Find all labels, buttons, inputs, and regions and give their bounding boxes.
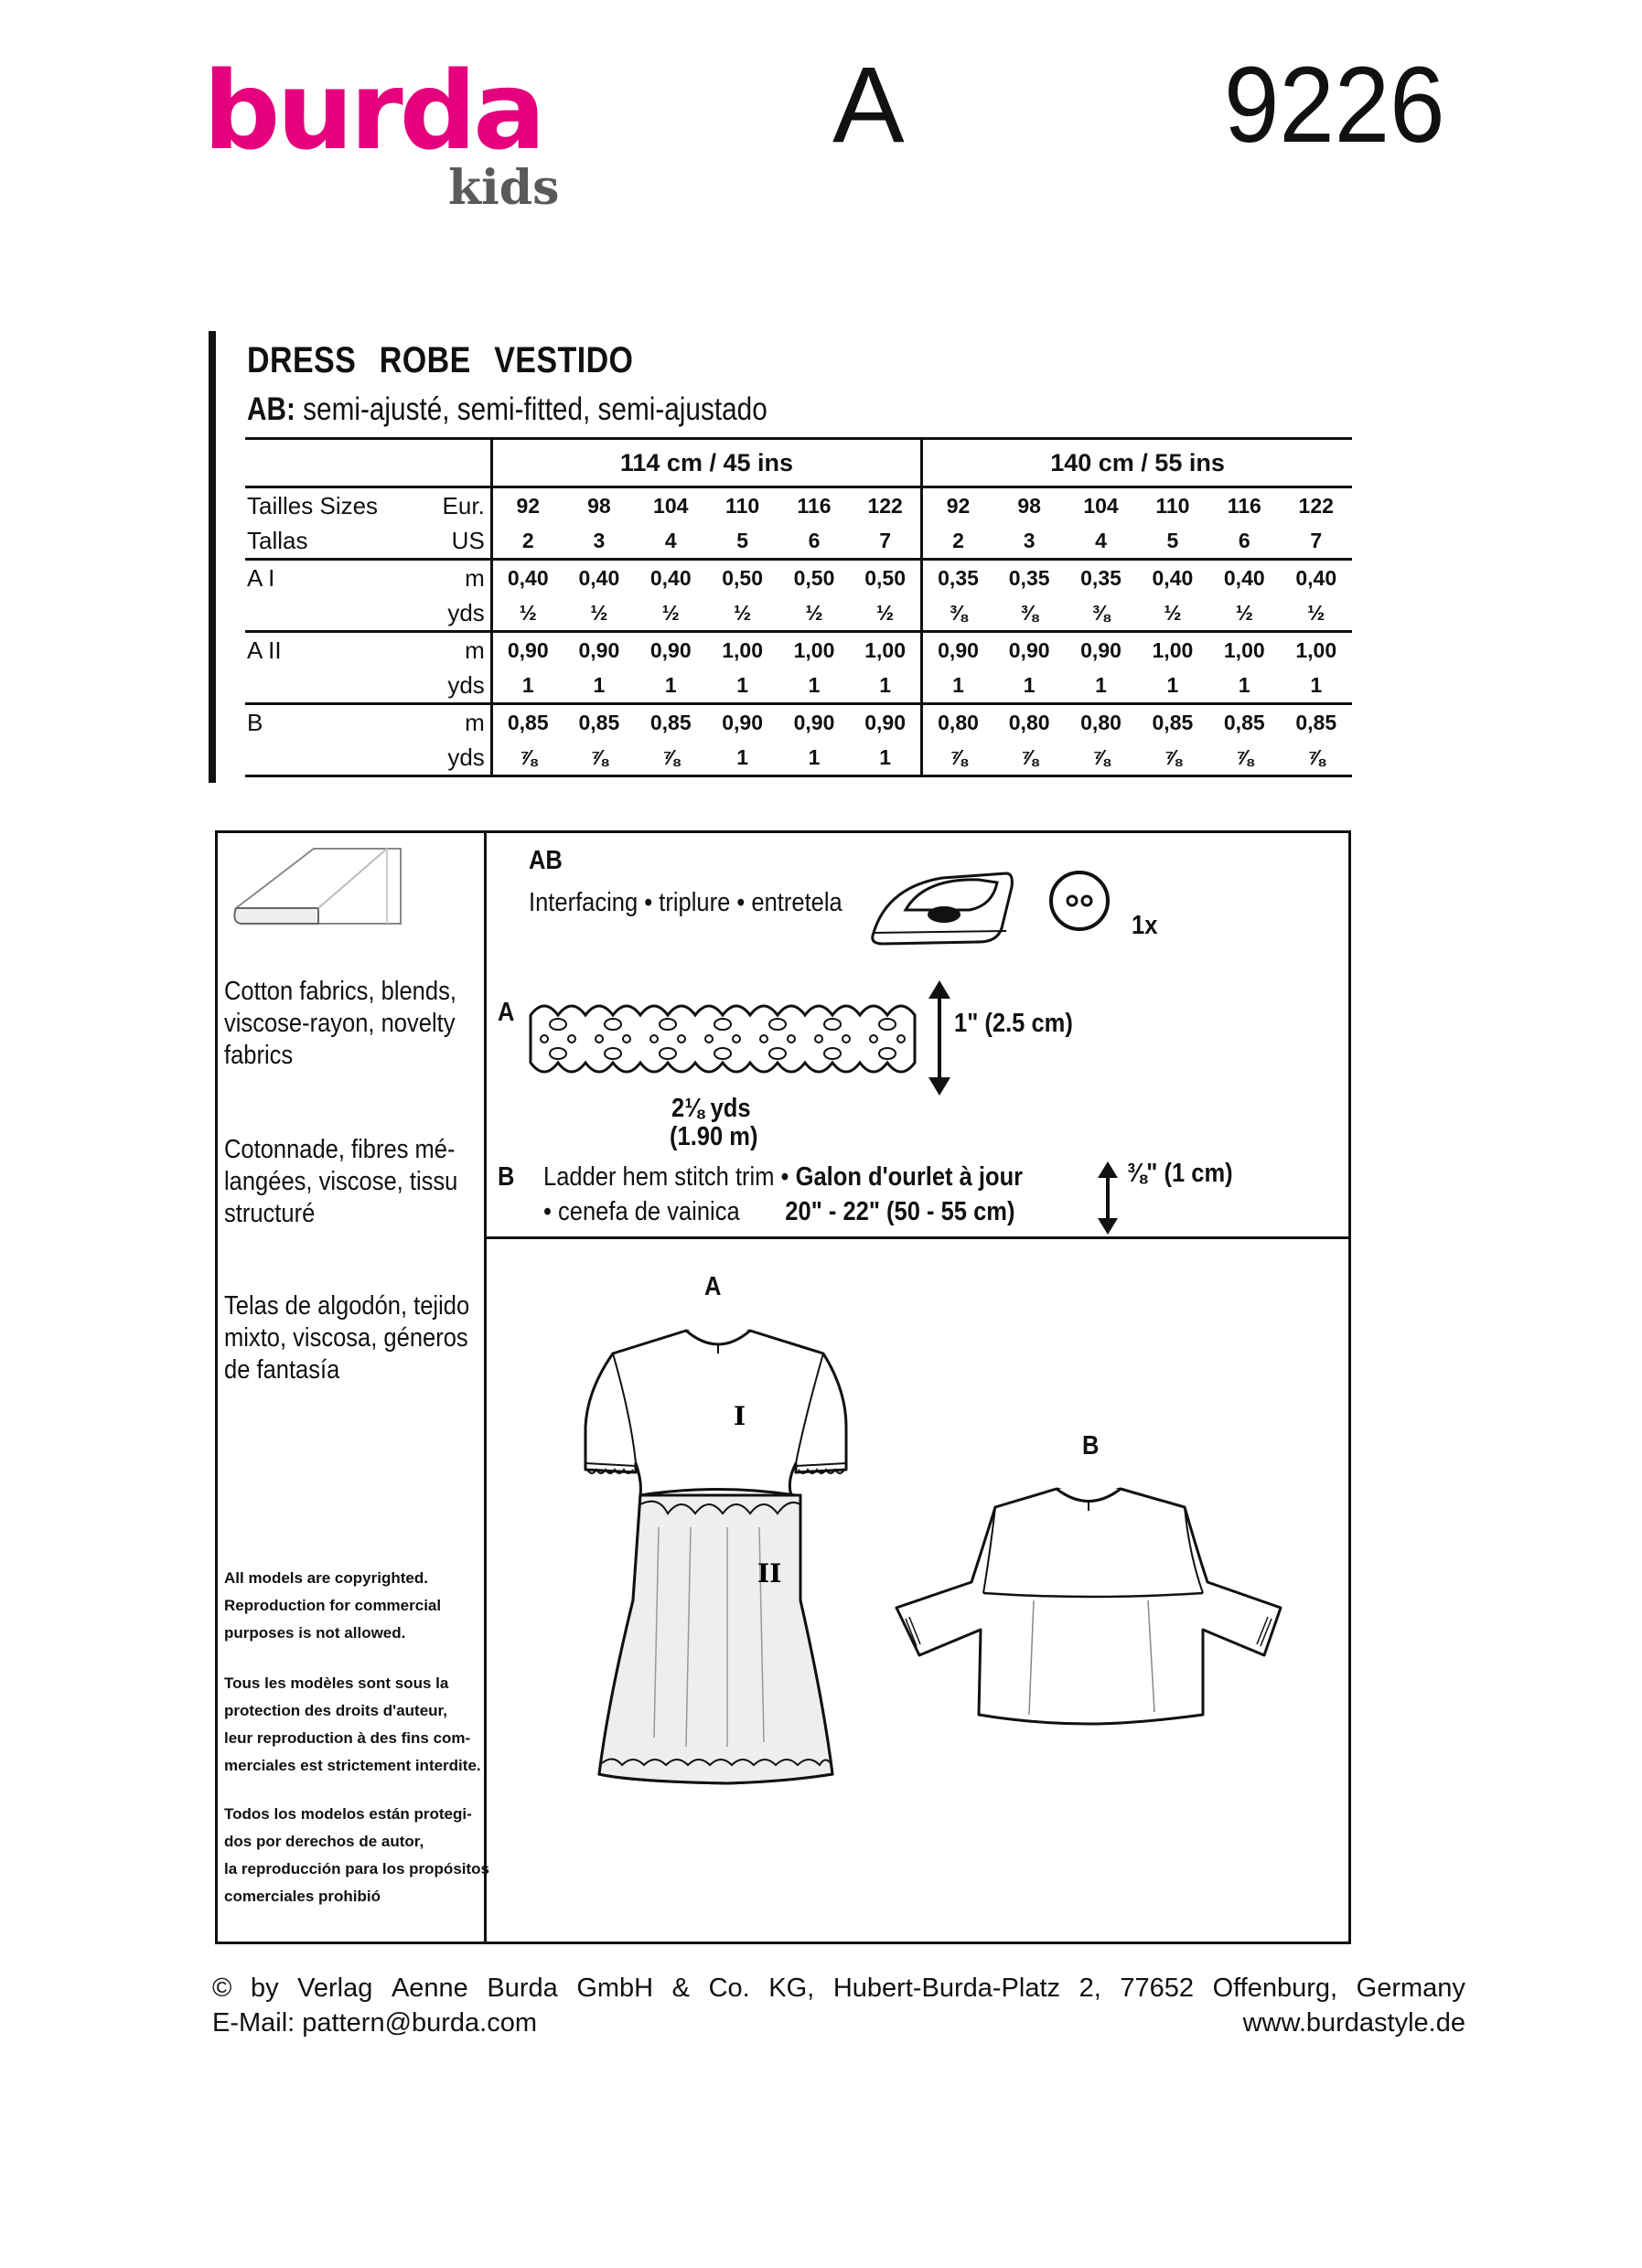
yardage-yds: 1 [778,740,850,776]
dress-a-drawing [531,1317,924,1792]
yardage-m: 0,85 [563,704,635,741]
yardage-yds: ⅞ [563,740,635,776]
footer-email: E-Mail: pattern@burda.com [212,2008,538,2038]
footer-word: Co. [708,1974,750,2003]
yardage-yds: ⅜ [1091,600,1111,625]
size-value: 110 [706,487,778,524]
yardage-yds: ½ [590,600,608,625]
yardage-yds: 1 [736,672,748,697]
yardage-m: 0,80 [1065,704,1136,741]
footer-publisher [212,1974,1465,2004]
view-a-part-1: I [734,1401,746,1431]
footer-word: Aenne [391,1974,468,2003]
yardage-m: 0,40 [1137,560,1208,596]
size-value: 92 [491,487,563,524]
fabric-piece-label [245,595,416,632]
info-box-divider-v [484,830,487,1944]
size-value: 122 [850,487,921,524]
yardage-yds: ½ [805,600,823,625]
notions-b-label: B [498,1162,515,1192]
size-value: 98 [993,487,1065,524]
yardage-m: 1,00 [706,632,778,669]
size-value: 104 [1065,487,1136,524]
corner-cell [245,439,416,487]
yardage-yds: ⅞ [922,740,993,776]
yardage-yds: ⅞ [1280,740,1352,776]
trim-line1: Ladder hem stitch trim • Galon d'ourlet à jour [543,1162,1024,1192]
view-b-label: B [1082,1431,1100,1460]
copyright-fr: Tous les modèles sont sous la protection des droits d'auteur, leur reproduction à des fins com- merciales est strictement interdite. [224,1674,481,1774]
lace-length-m: (1.90 m) [670,1122,758,1151]
size-value: 98 [563,487,635,524]
fit-description: AB: semi-ajusté, semi-fitted, semi-ajustado [247,391,767,427]
yardage-m: 1,00 [1280,632,1352,669]
yardage-yds: ⅞ [1137,740,1208,776]
burda-logo: burda [203,48,542,174]
size-value: 104 [635,487,706,524]
footer-word: © [212,1974,232,2003]
yardage-yds: 1 [850,668,921,704]
yardage-m: 0,85 [1137,704,1208,741]
unit-label: yds [416,740,491,776]
yardage-m: 0,35 [993,560,1065,596]
lace-width: 1" (2.5 cm) [954,1009,1073,1038]
dress-b-drawing [887,1472,1299,1747]
yardage-m: 0,80 [993,704,1065,741]
yardage-yds: ½ [850,595,921,632]
fabric-piece-label [245,740,416,776]
yardage-m: 0,85 [1208,704,1280,741]
width-header: 140 cm / 55 ins [922,439,1352,487]
yardage-m: 0,40 [491,560,563,596]
yardage-m: 1,00 [850,632,921,669]
corner-cell [416,439,491,487]
fabric-piece-label: A I [245,560,416,596]
size-value: 3 [593,528,606,552]
yardage-yds: ½ [734,600,752,625]
yardage-yds: 1 [706,740,778,776]
copyright-en: All models are copyrighted. Reproduction for commercial purposes is not allowed. [224,1569,442,1642]
footer-word: & [671,1974,691,2003]
yardage-m: 0,85 [491,704,563,741]
size-value: 122 [1280,487,1352,524]
kids-logo: kids [448,160,560,216]
yardage-m: 0,35 [922,560,993,596]
yardage-m: 0,90 [563,632,635,669]
footer-word: KG, [768,1974,815,2003]
yardage-m: 0,90 [850,704,921,741]
footer-word: GmbH [576,1974,654,2003]
footer-word: Verlag [297,1974,373,2003]
yardage-yds: ⅞ [635,740,706,776]
footer-word: Offenburg, [1212,1974,1338,2003]
fabric-roll-icon [227,840,410,931]
notions-a-label: A [498,998,515,1027]
yardage-m: 0,90 [635,632,706,669]
button-icon [1047,869,1111,933]
yardage-yds: ⅞ [1065,740,1136,776]
yardage-m: 0,40 [635,560,706,596]
interfacing-text: Interfacing • triplure • entretela [529,888,842,917]
yardage-m: 0,90 [922,632,993,669]
yardage-yds: ⅜ [1020,600,1038,625]
yardage-yds: 1 [1310,672,1323,697]
yardage-yds: 1 [1238,672,1250,697]
unit-label: yds [416,668,491,704]
title-bar [209,331,216,783]
trim-width: ⅜" (1 cm) [1127,1159,1233,1188]
fabric-text-en: Cotton fabrics, blends, viscose-rayon, novelty fabrics [224,977,456,1070]
size-value: 92 [922,487,993,524]
size-value: 4 [1095,528,1107,552]
yardage-m: 0,90 [1065,632,1136,669]
yardage-m: 0,85 [1280,704,1352,741]
size-value: 5 [1166,528,1179,552]
footer-word: by [250,1974,279,2003]
yardage-yds: 1 [1023,672,1036,697]
yardage-yds: 1 [593,672,606,697]
iron-icon [869,860,1015,951]
size-value: 110 [1137,487,1208,524]
yardage-m: 0,90 [706,704,778,741]
fabric-piece-label: B [245,704,416,741]
yardage-m: 1,00 [1208,632,1280,669]
yardage-m: 0,40 [1280,560,1352,596]
yardage-m: 1,00 [1137,632,1208,669]
lace-length-yds: 2⅛ yds [671,1094,751,1123]
size-value: 6 [808,528,821,552]
unit-label: m [416,632,491,669]
page-title: DRESS ROBE VESTIDO [247,340,634,380]
fabric-piece-label [245,668,416,704]
yardage-yds: 1 [1095,672,1107,697]
yardage-m: 0,90 [993,632,1065,669]
footer-website[interactable]: www.burdastyle.de [1242,2008,1465,2038]
yardage-m: 0,50 [706,560,778,596]
yardage-table [245,437,1352,777]
view-a-label: A [704,1272,722,1301]
size-value: 116 [778,487,850,524]
yardage-yds: 1 [808,672,821,697]
yardage-m: 0,80 [922,704,993,741]
yardage-m: 0,40 [1208,560,1280,596]
copyright-es: Todos los modelos están protegi- dos por derechos de autor, la reproducción para los propósitos comerciales prohibió [224,1805,489,1905]
yardage-m: 0,50 [850,560,921,596]
yardage-m: 0,50 [778,560,850,596]
footer-word: Hubert-Burda-Platz [832,1974,1061,2003]
fabric-text-es: Telas de algodón, tejido mixto, viscosa, géneros de fantasía [224,1291,470,1385]
view-a-part-2: II [757,1558,782,1589]
footer-word: Germany [1356,1974,1465,2003]
size-value: 3 [1023,528,1036,552]
yardage-yds: 1 [952,672,964,697]
yardage-m: 0,90 [491,632,563,669]
info-box-divider-h [484,1236,1351,1239]
footer-word: Burda [487,1974,558,2003]
yardage-m: 1,00 [778,632,850,669]
unit-label: yds [416,595,491,632]
unit-label: m [416,704,491,741]
yardage-yds: 1 [850,740,921,776]
size-value: 7 [1310,528,1323,552]
footer-contact [212,2008,1465,2038]
yardage-yds: 1 [1166,672,1179,697]
yardage-yds: ½ [1235,600,1253,625]
yardage-m: 0,35 [1065,560,1136,596]
yardage-m: 0,85 [635,704,706,741]
trim-width-arrow [1094,1160,1121,1236]
unit-label: Eur. [416,487,491,524]
footer-word: 2, [1079,1974,1101,2003]
footer-word: 77652 [1120,1974,1194,2003]
size-value: 116 [1208,487,1280,524]
size-value: 2 [952,528,964,552]
yardage-yds: ½ [519,600,537,625]
yardage-yds: ½ [1164,600,1182,625]
fabric-text-fr: Cotonnade, fibres mé- langées, viscose, tissu structuré [224,1135,458,1228]
unit-label: US [416,523,491,560]
eyelet-lace-icon [531,997,924,1081]
size-value: 7 [850,523,921,560]
yardage-m: 0,40 [563,560,635,596]
yardage-yds: ½ [661,600,680,625]
yardage-yds: 1 [664,672,677,697]
lace-width-arrow [926,979,953,1097]
width-header: 114 cm / 45 ins [491,439,921,487]
yardage-yds: 1 [521,672,534,697]
yardage-m: 0,90 [778,704,850,741]
size-value: 2 [521,528,534,552]
pattern-number: 9226 [1224,45,1445,166]
row-label: Tallas [247,526,308,554]
yardage-yds: ½ [1307,600,1325,625]
row-label: Tailles Sizes [245,487,416,524]
fabric-piece-label: A II [245,632,416,669]
size-value: 6 [1238,528,1250,552]
yardage-yds: ⅞ [491,740,563,776]
trim-line2: • cenefa de vainica 20" - 22" (50 - 55 cm) [543,1197,1015,1226]
button-count: 1x [1132,911,1158,940]
size-value: 5 [736,528,748,552]
view-letter: A [832,45,905,166]
notions-ab-label: AB [529,846,563,875]
yardage-yds: ⅜ [949,600,968,625]
unit-label: m [416,560,491,596]
yardage-yds: ⅞ [1208,740,1280,776]
yardage-yds: ⅞ [993,740,1065,776]
size-value: 4 [664,528,677,552]
